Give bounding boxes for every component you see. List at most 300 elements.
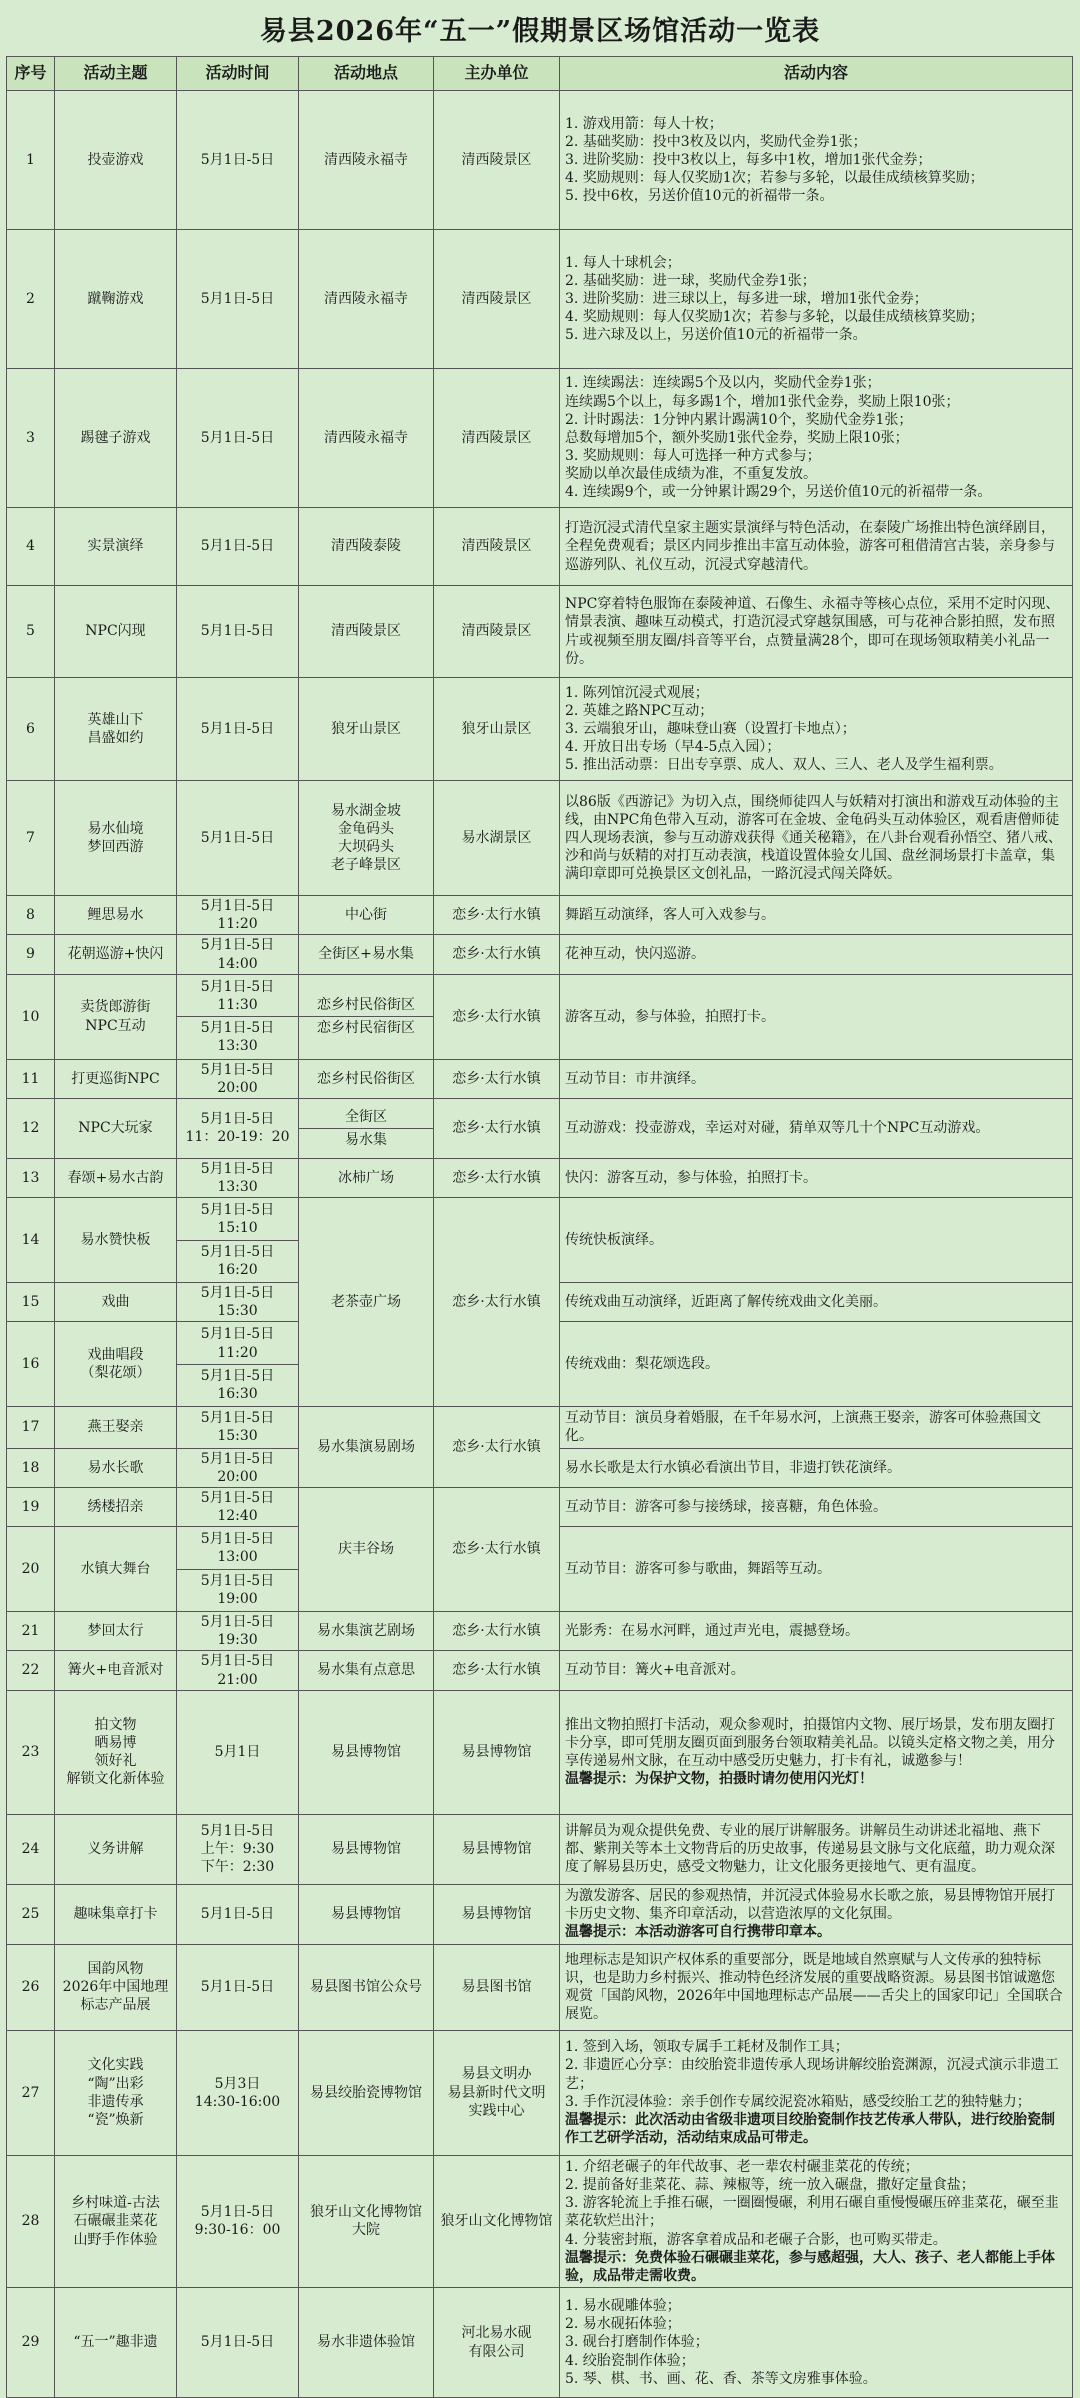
text-line: 中心街 xyxy=(345,907,387,924)
table-row xyxy=(7,91,1073,230)
activity-theme xyxy=(55,974,177,1059)
activity-content xyxy=(560,1612,1073,1651)
text-line: 清西陵景区 xyxy=(461,290,532,307)
text-line: 易水集有点意思 xyxy=(317,1662,415,1679)
content-line: 传统戏曲互动演绎，近距离了解传统戏曲文化美丽。 xyxy=(565,1294,887,1311)
text-line: 冰柿广场 xyxy=(338,1169,394,1186)
text-line: 梦回西游 xyxy=(87,839,144,855)
text-line: 国韵风物 xyxy=(87,1960,144,1977)
activity-content xyxy=(560,1283,1073,1322)
time-slot xyxy=(177,1240,298,1281)
content-line: 互动游戏：投壶游戏，幸运对对碰，猜单双等几十个NPC互动游戏。 xyxy=(565,1120,990,1137)
activity-time xyxy=(177,2030,299,2155)
text-line: 清西陵景区 xyxy=(461,623,532,640)
content-line: 3. 手作沉浸体验：亲手创作专属绞泥瓷冰箱贴，感受绞胎工艺的独特魅力； xyxy=(565,2093,1031,2110)
activity-theme xyxy=(55,1059,177,1098)
content-line: 3. 进阶奖励：投中3枚以上，每多中1枚，增加1张代金券； xyxy=(565,151,932,168)
activity-content xyxy=(560,1448,1073,1487)
text-line: 恋乡·太行水镇 xyxy=(452,1294,541,1311)
content-line: 互动节目：市井演绎。 xyxy=(565,1070,705,1087)
activity-theme xyxy=(55,1407,177,1448)
activity-content xyxy=(560,974,1073,1059)
content-line: 为激发游客、居民的参观热情，并沉浸式体验易水长歌之旅，易县博物馆开展打卡历史文物、集齐印章活动，以营造浓厚的文化氛围。 xyxy=(565,1887,1055,1923)
row-number: 17 xyxy=(7,1407,55,1448)
text-line: 戏曲唱段 xyxy=(87,1347,144,1364)
activity-venue xyxy=(299,1059,434,1098)
content-line: 1. 易水砚雕体验； xyxy=(565,2298,681,2315)
venue-text: 全街区 xyxy=(345,1108,387,1125)
text-line: 晒易博 xyxy=(94,1735,137,1752)
organizer xyxy=(434,1884,560,1944)
row-number: 4 xyxy=(7,508,55,586)
text-line: 清西陵景区 xyxy=(461,429,532,446)
activity-content xyxy=(560,2155,1073,2287)
text-line: 易水赞快板 xyxy=(80,1232,151,1249)
organizer xyxy=(434,91,560,230)
content-line: 1. 游戏用箭：每人十枚； xyxy=(565,115,723,132)
activity-theme xyxy=(55,1198,177,1283)
text-line: 鲤思易水 xyxy=(87,907,144,924)
text-line: 易县图书馆公众号 xyxy=(310,1979,422,1996)
reminder-note: 温馨提示：为保护文物，拍摄时请勿使用闪光灯！ xyxy=(565,1771,873,1788)
activity-time xyxy=(177,1283,299,1322)
content-line: 3. 游客轮流上手推石碾，一圈圈慢碾，利用石碾自重慢慢碾压碎韭菜花，碾至韭菜花软烂出汁； xyxy=(565,2195,1059,2230)
time-text: 12:40 xyxy=(217,1508,258,1525)
table-row xyxy=(7,2030,1073,2155)
activity-theme xyxy=(55,91,177,230)
text-line: 恋乡·太行水镇 xyxy=(452,1169,541,1186)
activity-venue xyxy=(299,781,434,896)
activity-theme xyxy=(55,1612,177,1651)
activity-theme xyxy=(55,1158,177,1197)
text-line: 恋乡·太行水镇 xyxy=(452,946,541,963)
organizer xyxy=(434,508,560,586)
activity-content xyxy=(560,1407,1073,1448)
row-number: 23 xyxy=(7,1690,55,1814)
activity-theme xyxy=(55,781,177,896)
content-line: 4. 奖励规则：每人仅奖励1次；若参与多轮，以最佳成绩核算奖励； xyxy=(565,170,984,187)
content-line: 游客互动，参与体验，拍照打卡。 xyxy=(565,1008,775,1025)
activity-time: 5月1日-5日 xyxy=(177,230,299,369)
activity-content xyxy=(560,896,1073,935)
text-line: 水镇大舞台 xyxy=(80,1561,151,1578)
text-line: 燕王娶亲 xyxy=(87,1419,144,1436)
time-text: 5月1日-5日 xyxy=(200,2204,275,2221)
time-text: 11：20-19：20 xyxy=(185,1129,290,1146)
organizer xyxy=(434,1612,560,1651)
header-no: 序号 xyxy=(7,57,55,91)
row-number: 5 xyxy=(7,586,55,678)
text-line: 恋乡·太行水镇 xyxy=(452,1070,541,1087)
venue-text: 易水集 xyxy=(299,1128,433,1151)
content-line: 易水长歌是太行水镇必看演出节目，非遗打铁花演绎。 xyxy=(565,1459,901,1476)
time-slot xyxy=(177,976,298,1016)
activity-theme xyxy=(55,369,177,508)
text-line: 易县博物馆 xyxy=(331,1841,401,1858)
text-line: 狼牙山文化博物馆 xyxy=(440,2213,553,2230)
text-line: 恋乡·太行水镇 xyxy=(452,1438,541,1455)
table-row xyxy=(7,230,1073,369)
header-theme: 活动主题 xyxy=(55,57,177,91)
row-number: 8 xyxy=(7,896,55,935)
organizer xyxy=(434,1198,560,1407)
time-text: 13:30 xyxy=(217,1038,258,1055)
table-row xyxy=(7,1487,1073,1526)
text-line: 趣味集章打卡 xyxy=(73,1906,158,1923)
activity-time xyxy=(177,1098,299,1158)
activity-time: 5月1日-5日 xyxy=(177,1944,299,2030)
time-text: 5月1日-5日 xyxy=(200,1531,275,1548)
content-line: 地理标志是知识产权体系的重要部分，既是地域自然禀赋与人文传承的独特标识，也是助力乡村振兴、推动特色经济发展的重要战略资源。易县图书馆诚邀您观赏「国韵风物，2026年中国地理标志产品展——舌尖上的国家印记」全国联合展览。 xyxy=(565,1951,1063,2023)
activity-venue xyxy=(299,1884,434,1944)
activity-content xyxy=(560,1651,1073,1690)
row-number: 28 xyxy=(7,2155,55,2287)
time-text: 5月1日-5日 xyxy=(200,937,275,954)
activity-venue xyxy=(299,586,434,678)
header-org: 主办单位 xyxy=(434,57,560,91)
activity-venue xyxy=(299,1690,434,1814)
text-line: 易水仙境 xyxy=(87,820,144,837)
activity-content xyxy=(560,1322,1073,1407)
text-line: （梨花颂） xyxy=(80,1365,151,1382)
content-line: 1. 介绍老碾子的年代故事、老一辈农村碾韭菜花的传统； xyxy=(565,2158,919,2175)
content-line: 传统快板演绎。 xyxy=(565,1232,663,1249)
activity-content xyxy=(560,508,1073,586)
table-row xyxy=(7,781,1073,896)
content-line: 4. 开放日出专场（早4-5点入园）； xyxy=(565,739,781,756)
time-text: 5月1日-5日 xyxy=(200,1367,275,1384)
content-line: 2. 英雄之路NPC互动； xyxy=(565,702,714,719)
text-line: 标志产品展 xyxy=(80,1997,151,2014)
content-line: 推出文物拍照打卡活动，观众参观时，拍摄馆内文物、展厅场景，发布朋友圈打卡分享，即可凭朋友圈页面到服务台领取精美礼品。以镜头定格文物之美，用分享传递易州文脉，在互动中感受历史魅力，打卡有礼，诚邀参与！ xyxy=(565,1716,1055,1770)
organizer xyxy=(434,1651,560,1690)
organizer xyxy=(434,974,560,1059)
activity-content xyxy=(560,1884,1073,1944)
time-text: 5月1日-5日 xyxy=(200,1653,275,1670)
activity-theme xyxy=(55,1690,177,1814)
text-line: 易县博物馆 xyxy=(461,1841,532,1858)
activity-theme xyxy=(55,1098,177,1158)
content-line: 2. 基础奖励：投中3枚及以内，奖励代金券1张； xyxy=(565,133,867,150)
table-row xyxy=(7,1944,1073,2030)
text-line: 金龟码头 xyxy=(338,820,394,837)
activity-venue xyxy=(299,2288,434,2398)
activity-time: 5月1日-5日 xyxy=(177,91,299,230)
content-line: 互动节目：演员身着婚服，在千年易水河，上演燕王娶亲，游客可体验燕国文化。 xyxy=(565,1410,1041,1445)
activity-theme xyxy=(55,230,177,369)
time-text: 5月1日-5日 xyxy=(200,1489,275,1506)
organizer xyxy=(434,1690,560,1814)
row-number: 13 xyxy=(7,1158,55,1197)
text-line: 恋乡村民俗街区 xyxy=(317,1070,415,1087)
time-slot xyxy=(177,1323,298,1363)
activity-time: 5月1日-5日 xyxy=(177,781,299,896)
time-slot xyxy=(177,1016,298,1057)
time-text: 15:10 xyxy=(217,1220,258,1237)
activity-content xyxy=(560,1814,1073,1884)
organizer xyxy=(434,1814,560,1884)
content-line: 打造沉浸式清代皇家主题实景演绎与特色活动，在泰陵广场推出特色演绎剧目，全程免费观看；景区内同步推出丰富互动体验，游客可租借清宫古装，亲身参与巡游列队、礼仪互动，沉浸式穿越清代。 xyxy=(565,520,1055,573)
content-line: 快闪：游客互动，参与体验，拍照打卡。 xyxy=(565,1169,817,1186)
organizer xyxy=(434,2155,560,2287)
activity-theme xyxy=(55,1527,177,1612)
time-text: 5月3日 xyxy=(214,2075,261,2092)
text-line: 河北易水砚 xyxy=(461,2325,532,2342)
row-number: 20 xyxy=(7,1527,55,1612)
activity-theme xyxy=(55,1283,177,1322)
row-number: 10 xyxy=(7,974,55,1059)
time-text: 14:00 xyxy=(217,955,258,972)
text-line: 易水非遗体验馆 xyxy=(317,2334,415,2351)
time-text: 5月1日-5日 xyxy=(200,898,275,914)
content-line: 总数每增加5个，额外奖励1张代金券，奖励上限10张； xyxy=(565,429,909,446)
activity-time: 5月1日-5日 xyxy=(177,2288,299,2398)
activity-venue xyxy=(299,1612,434,1651)
activity-theme xyxy=(55,2030,177,2155)
text-line: NPC大玩家 xyxy=(78,1120,153,1137)
activity-time xyxy=(177,1407,299,1448)
content-line: 3. 砚台打磨制作体验； xyxy=(565,2334,709,2351)
activity-content xyxy=(560,1944,1073,2030)
activity-venue xyxy=(299,1944,434,2030)
time-text: 5月1日-5日 xyxy=(200,1410,275,1427)
time-slot xyxy=(177,1528,298,1568)
time-text: 上午：9:30 xyxy=(200,1841,275,1858)
row-number: 19 xyxy=(7,1487,55,1526)
text-line: 清西陵泰陵 xyxy=(331,538,401,555)
organizer xyxy=(434,586,560,678)
row-number: 3 xyxy=(7,369,55,508)
activity-content xyxy=(560,1158,1073,1197)
activity-content xyxy=(560,1487,1073,1526)
text-line: 老茶壶广场 xyxy=(331,1294,401,1311)
activity-content xyxy=(560,230,1073,369)
time-text: 11:30 xyxy=(217,996,258,1013)
text-line: 花朝巡游+快闪 xyxy=(67,946,164,963)
time-text: 下午：2:30 xyxy=(200,1859,275,1876)
content-line: 以86版《西游记》为切入点，围绕师徒四人与妖精对打演出和游戏互动体验的主线，由NPC角色带入互动，游客可在金坡、金龟码头互动体验区，观看唐僧师徒四人现场表演，参与互动游戏获得《通关秘籍》，在八卦台观看孙悟空、猪八戒、沙和尚与妖精的对打互动表演，栈道设置体验女儿国、盘丝洞场景打卡盖章，集满印章即可兑换景区文创礼品，一路沉浸式闯关降妖。 xyxy=(565,793,1062,883)
activity-theme xyxy=(55,508,177,586)
venue-text: 恋乡村民宿街区 xyxy=(299,1016,433,1039)
text-line: 绣楼招亲 xyxy=(87,1498,144,1515)
activity-venue xyxy=(299,896,434,935)
reminder-note: 温馨提示：免费体验石碾碾韭菜花，参与感超强，大人、孩子、老人都能上手体验，成品带走需收费。 xyxy=(565,2249,1055,2284)
activity-content xyxy=(560,2030,1073,2155)
activity-venue xyxy=(299,935,434,974)
time-text: 16:30 xyxy=(217,1385,258,1402)
text-line: 英雄山下 xyxy=(87,711,144,728)
header-venue: 活动地点 xyxy=(299,57,434,91)
time-slot xyxy=(177,1364,298,1405)
content-line: 2. 易水砚拓体验； xyxy=(565,2316,681,2333)
text-line: 恋乡·太行水镇 xyxy=(452,1623,541,1640)
table-row xyxy=(7,1158,1073,1197)
text-line: 文化实践 xyxy=(87,2057,144,2074)
activity-theme xyxy=(55,2288,177,2398)
table-row xyxy=(7,508,1073,586)
row-number: 29 xyxy=(7,2288,55,2398)
activity-content xyxy=(560,586,1073,678)
activity-time: 5月1日-5日 xyxy=(177,1884,299,1944)
row-number: 1 xyxy=(7,91,55,230)
content-line: 5. 推出活动票：日出专享票、成人、双人、三人、老人及学生福利票。 xyxy=(565,757,1003,774)
reminder-note: 温馨提示：此次活动由省级非遗项目绞胎瓷制作技艺传承人带队，进行绞胎瓷制作工艺研学活动，活动结束成品可带走。 xyxy=(565,2111,1055,2147)
activity-time xyxy=(177,1612,299,1651)
activity-venue xyxy=(299,2030,434,2155)
text-line: 清西陵景区 xyxy=(461,151,532,168)
time-text: 5月1日-5日 xyxy=(200,1243,275,1260)
text-line: 山野手作体验 xyxy=(73,2231,158,2248)
activity-venue xyxy=(299,678,434,781)
activity-time xyxy=(177,935,299,974)
time-text: 5月1日-5日 xyxy=(200,1111,275,1128)
activity-time xyxy=(177,974,299,1059)
row-number: 24 xyxy=(7,1814,55,1884)
text-line: 易县博物馆 xyxy=(461,1906,532,1923)
text-line: 易县博物馆 xyxy=(461,1744,532,1761)
text-line: 清西陵永福寺 xyxy=(324,290,408,307)
table-row xyxy=(7,678,1073,781)
organizer xyxy=(434,896,560,935)
table-row xyxy=(7,1884,1073,1944)
time-text: 5月1日-5日 xyxy=(200,978,275,995)
text-line: 易水湖景区 xyxy=(461,829,532,846)
time-text: 14:30-16:00 xyxy=(194,2093,281,2110)
content-line: 3. 奖励规则：每人可选择一种方式参与； xyxy=(565,448,821,465)
time-text: 16:20 xyxy=(217,1261,258,1278)
content-line: 3. 云端狼牙山，趣味登山赛（设置打卡地点）； xyxy=(565,720,856,737)
content-line: 2. 计时踢法：1分钟内累计踢满10个，奖励代金券1张； xyxy=(565,411,913,428)
content-line: 奖励以单次最佳成绩为准，不重复发放。 xyxy=(565,466,817,483)
activity-content xyxy=(560,369,1073,508)
text-line: 打更巡街NPC xyxy=(71,1070,160,1087)
row-number: 18 xyxy=(7,1448,55,1487)
time-text: 13:00 xyxy=(217,1549,258,1566)
row-number: 9 xyxy=(7,935,55,974)
row-number: 14 xyxy=(7,1198,55,1283)
time-text: 5月1日-5日 xyxy=(200,1572,275,1589)
table-row xyxy=(7,1814,1073,1884)
organizer xyxy=(434,1487,560,1611)
text-line: 恋乡·太行水镇 xyxy=(452,1120,541,1137)
table-row xyxy=(7,974,1073,1059)
time-text: 13:30 xyxy=(217,1179,258,1196)
time-text: 21:00 xyxy=(217,1671,258,1688)
activity-venue xyxy=(299,1487,434,1611)
text-line: 全街区+易水集 xyxy=(318,946,414,963)
text-line: 清西陵景区 xyxy=(331,623,401,640)
activity-time xyxy=(177,1059,299,1098)
text-line: “五一”趣非遗 xyxy=(73,2334,158,2351)
venue-text: 恋乡村民俗街区 xyxy=(317,996,415,1013)
content-line: 讲解员为观众提供免费、专业的展厅讲解服务。讲解员生动讲述北福地、燕下都、紫荆关等本土文物背后的历史故事，传递易县文脉与文化底蕴，助力观众深度了解易县历史，感受文物魅力，让文化服务更接地气、更有温度。 xyxy=(565,1822,1055,1876)
text-line: 实景演绎 xyxy=(87,538,144,555)
activity-content xyxy=(560,1527,1073,1612)
text-line: 易县绞胎瓷博物馆 xyxy=(310,2084,422,2101)
activity-theme xyxy=(55,896,177,935)
activity-time: 5月1日-5日 xyxy=(177,508,299,586)
time-text: 5月1日-5日 xyxy=(200,1822,275,1839)
time-text: 19:30 xyxy=(217,1632,258,1649)
table-row xyxy=(7,586,1073,678)
text-line: 易县博物馆 xyxy=(331,1906,401,1923)
time-text: 5月1日-5日 xyxy=(200,1160,275,1177)
row-number: 7 xyxy=(7,781,55,896)
activity-venue xyxy=(299,1098,434,1158)
text-line: 易水集演艺剧场 xyxy=(317,1623,415,1640)
organizer xyxy=(434,230,560,369)
row-number: 2 xyxy=(7,230,55,369)
row-number: 16 xyxy=(7,1322,55,1407)
activity-theme xyxy=(55,1448,177,1487)
text-line: 非遗传承 xyxy=(87,2093,144,2110)
content-line: 1. 签到入场，领取专属手工耗材及制作工具； xyxy=(565,2039,849,2056)
activity-theme xyxy=(55,1944,177,2030)
table-row xyxy=(7,1690,1073,1814)
text-line: 清西陵景区 xyxy=(461,538,532,555)
table-header-row xyxy=(7,57,1073,91)
text-line: 梦回太行 xyxy=(87,1623,144,1640)
organizer xyxy=(434,1407,560,1488)
activity-time: 5月1日 xyxy=(177,1690,299,1814)
activity-time xyxy=(177,1158,299,1197)
content-line: 4. 奖励规则：每人仅奖励1次；若参与多轮，以最佳成绩核算奖励； xyxy=(565,309,984,326)
time-text: 5月1日-5日 xyxy=(200,1614,275,1630)
text-line: 清西陵永福寺 xyxy=(324,429,408,446)
activity-content xyxy=(560,1059,1073,1098)
row-number: 27 xyxy=(7,2030,55,2155)
text-line: NPC互动 xyxy=(85,1017,146,1034)
text-line: 庆丰谷场 xyxy=(338,1541,394,1558)
text-line: 易水长歌 xyxy=(87,1459,144,1476)
activity-venue xyxy=(299,230,434,369)
organizer xyxy=(434,369,560,508)
activity-venue xyxy=(299,91,434,230)
content-line: 2. 提前备好韭菜花、蒜、辣椒等，统一放入碾盘，撒好定量食盐； xyxy=(565,2176,975,2193)
content-line: NPC穿着特色服饰在泰陵神道、石像生、永福寺等核心点位，采用不定时闪现、情景表演、趣味互动模式，打造沉浸式穿越氛围感，可与花神合影拍照，发布照片或视频至朋友圈/抖音等平台，点赞量满28个，即可在现场领取精美小礼品一份。 xyxy=(565,596,1060,667)
row-number: 25 xyxy=(7,1884,55,1944)
activity-time xyxy=(177,1814,299,1884)
content-line: 4. 连续踢9个，或一分钟累计踢29个，另送价值10元的祈福带一条。 xyxy=(565,484,992,501)
time-slot xyxy=(177,1569,298,1610)
text-line: 狼牙山景区 xyxy=(331,720,401,737)
row-number: 15 xyxy=(7,1283,55,1322)
text-line: 解锁文化新体验 xyxy=(66,1771,165,1788)
content-line: 3. 进阶奖励：进三球以上，每多进一球，增加1张代金券； xyxy=(565,290,928,307)
page-title: 易县2026年“五一”假期景区场馆活动一览表 xyxy=(259,16,821,47)
organizer xyxy=(434,1059,560,1098)
activity-time xyxy=(177,1487,299,1526)
content-line: 2. 基础奖励：进一球，奖励代金券1张； xyxy=(565,272,816,289)
content-line: 2. 非遗匠心分享：由绞胎瓷非遗传承人现场讲解绞胎瓷渊源，沉浸式演示非遗工艺； xyxy=(565,2057,1059,2092)
text-line: 春颂+易水古韵 xyxy=(67,1169,164,1186)
time-text: 20:00 xyxy=(217,1468,258,1485)
organizer xyxy=(434,678,560,781)
activity-content xyxy=(560,1098,1073,1158)
content-line: 舞蹈互动演绎，客人可入戏参与。 xyxy=(565,907,775,924)
time-text: 5月1日-5日 xyxy=(200,1450,275,1467)
activity-theme xyxy=(55,935,177,974)
time-text: 19:00 xyxy=(217,1590,258,1607)
activity-time xyxy=(177,2155,299,2287)
activity-time xyxy=(177,896,299,935)
row-number: 21 xyxy=(7,1612,55,1651)
text-line: “陶”出彩 xyxy=(87,2075,144,2092)
text-line: 石碾碾韭菜花 xyxy=(73,2213,158,2230)
text-line: 恋乡·太行水镇 xyxy=(452,1662,541,1679)
row-number: 12 xyxy=(7,1098,55,1158)
text-line: 昌盛如约 xyxy=(87,730,144,746)
